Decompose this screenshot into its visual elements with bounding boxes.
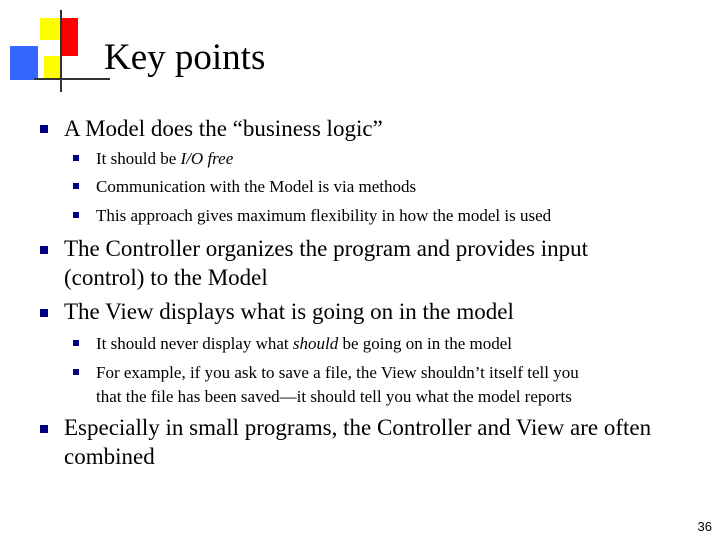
sub-bullet-marker	[73, 340, 79, 346]
bullet-text: The View displays what is going on in the model	[64, 299, 514, 324]
slide-title: Key points	[104, 37, 266, 78]
sub-bullet-marker	[73, 155, 79, 161]
bullet-text-line: The Controller organizes the program and provides input	[64, 236, 588, 261]
sub-bullet-text-part: be going on in the model	[338, 334, 512, 353]
sub-bullet-emphasis: should	[292, 334, 339, 353]
sub-bullet-emphasis: I/O free	[180, 149, 234, 168]
bullet-text-line: (control) to the Model	[64, 265, 268, 290]
sub-bullet-text	[96, 329, 512, 358]
sub-bullet-marker	[73, 212, 79, 218]
sub-bullet-text-line: that the file has been saved—it should tell you what the model reports	[96, 387, 572, 406]
sub-bullet-text-line: For example, if you ask to save a file, the View shouldn’t itself tell you	[96, 363, 579, 382]
sub-bullet-marker	[73, 183, 79, 189]
sub-bullet-text: Communication with the Model is via methods	[96, 177, 417, 196]
sub-bullet-text	[96, 144, 233, 173]
sub-bullet-text-part: It should be	[96, 149, 181, 168]
bullet-marker	[40, 309, 48, 317]
bullet-text: A Model does the “business logic”	[64, 116, 383, 141]
bullet-marker	[40, 246, 48, 254]
sub-bullet-text-part: It should never display what	[96, 334, 293, 353]
sub-bullet-marker	[73, 369, 79, 375]
bullet-marker	[40, 425, 48, 433]
bullet-text-line: Especially in small programs, the Controller and View are often	[64, 415, 652, 440]
page-number: 36	[697, 519, 712, 534]
bullet-text-line: combined	[64, 444, 155, 469]
sub-bullet-text: This approach gives maximum flexibility in how the model is used	[96, 206, 552, 225]
bullet-marker	[40, 125, 48, 133]
